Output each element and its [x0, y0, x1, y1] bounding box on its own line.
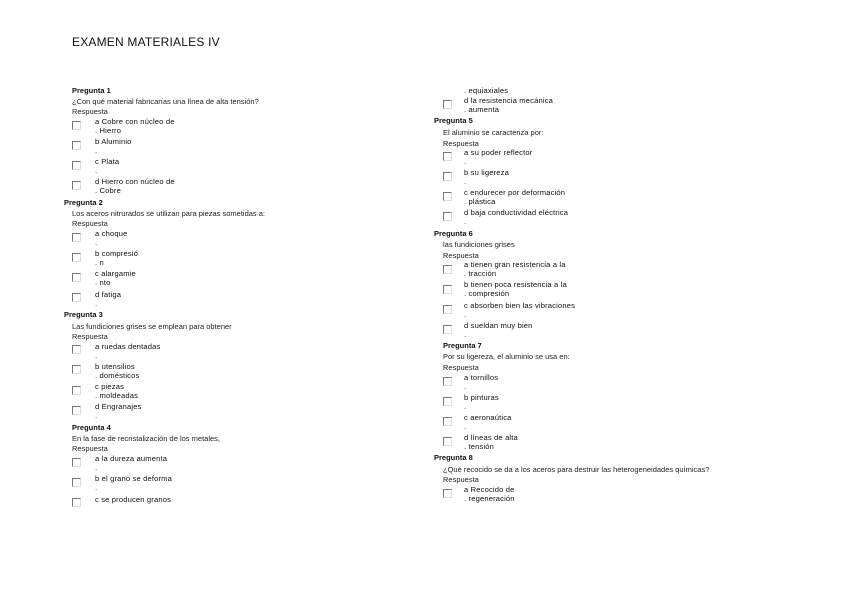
question-3-heading: Pregunta 3	[64, 310, 103, 319]
q2-option-d[interactable]: d fatiga .	[95, 290, 122, 308]
q6-option-c[interactable]: c absorben bien las vibraciones .	[464, 301, 576, 319]
q7-option-a[interactable]: a tornillos .	[464, 373, 499, 391]
q1-option-a-checkbox[interactable]	[72, 121, 81, 130]
q3-option-a-checkbox[interactable]	[72, 345, 81, 354]
question-6-text: las fundiciones grises	[443, 240, 515, 249]
question-2-heading: Pregunta 2	[64, 198, 103, 207]
q1-option-b[interactable]: b Aluminio .	[95, 137, 132, 155]
question-3-text: Las fundiciones grises se emplean para obtener	[72, 322, 232, 331]
question-3-response-label: Respuesta	[72, 332, 108, 341]
question-6-response-label: Respuesta	[443, 251, 479, 260]
q2-option-b-checkbox[interactable]	[72, 253, 81, 262]
q2-option-a[interactable]: a choque .	[95, 229, 128, 247]
q4-option-c[interactable]: c se producen granos	[95, 495, 172, 504]
question-2-text: Los aceros nitrurados se utilizan para piezas sometidas a:	[72, 209, 266, 218]
question-1-heading: Pregunta 1	[72, 86, 111, 95]
q4-option-c-checkbox[interactable]	[72, 498, 81, 507]
q5-option-a[interactable]: a su poder reflector .	[464, 148, 533, 166]
q7-option-b-checkbox[interactable]	[443, 397, 452, 406]
question-4-text: En la fase de recristalización de los metales,	[72, 434, 220, 443]
q6-option-b[interactable]: b tienen poca resistencia a la . compresión	[464, 280, 567, 298]
q6-option-a[interactable]: a tienen gran resistencia a la . tracción	[464, 260, 566, 278]
q4-option-b-checkbox[interactable]	[72, 478, 81, 487]
q3-option-d-checkbox[interactable]	[72, 406, 81, 415]
q5-option-d[interactable]: d baja conductividad eléctrica .	[464, 208, 569, 226]
q4-option-a[interactable]: a la dureza aumenta .	[95, 454, 168, 472]
q4-option-d-checkbox[interactable]	[443, 100, 452, 109]
q1-option-b-checkbox[interactable]	[72, 141, 81, 150]
q2-option-a-checkbox[interactable]	[72, 233, 81, 242]
question-5-text: El aluminio se caracteriza por:	[443, 128, 544, 137]
q7-option-a-checkbox[interactable]	[443, 377, 452, 386]
q3-option-c-checkbox[interactable]	[72, 386, 81, 395]
q1-option-d-checkbox[interactable]	[72, 181, 81, 190]
q5-option-d-checkbox[interactable]	[443, 212, 452, 221]
question-4-response-label: Respuesta	[72, 444, 108, 453]
question-7-text: Por su ligereza, el aluminio se usa en:	[443, 352, 570, 361]
question-8-text: ¿Qué recocido se da a los aceros para destruir las heterogeneidades químicas?	[443, 465, 710, 474]
q3-option-b-checkbox[interactable]	[72, 365, 81, 374]
q5-option-c[interactable]: c endurecer por deformación . plástica	[464, 188, 566, 206]
q7-option-b[interactable]: b pinturas .	[464, 393, 499, 411]
q7-option-c-checkbox[interactable]	[443, 417, 452, 426]
q1-option-d[interactable]: d Hierro con núcleo de . Cobre	[95, 177, 175, 195]
q7-option-c[interactable]: c aeronaútica .	[464, 413, 512, 431]
q4-option-d[interactable]: d la resistencia mecánica . aumenta	[464, 96, 554, 114]
q6-option-b-checkbox[interactable]	[443, 285, 452, 294]
question-7-response-label: Respuesta	[443, 363, 479, 372]
q3-option-d[interactable]: d Engranajes .	[95, 402, 142, 420]
q8-option-a-checkbox[interactable]	[443, 489, 452, 498]
q7-option-d[interactable]: d líneas de alta . tensión	[464, 433, 518, 451]
q5-option-c-checkbox[interactable]	[443, 192, 452, 201]
q5-option-a-checkbox[interactable]	[443, 152, 452, 161]
q6-option-d[interactable]: d sueldan muy bien .	[464, 321, 533, 339]
q5-option-b-checkbox[interactable]	[443, 172, 452, 181]
q1-option-c-checkbox[interactable]	[72, 161, 81, 170]
q8-option-a[interactable]: a Recocido de . regeneración	[464, 485, 515, 503]
q1-option-c[interactable]: c Plata .	[95, 157, 120, 175]
q4-option-b[interactable]: b el grano se deforma .	[95, 474, 173, 492]
question-1-text: ¿Con qué material fabricarías una línea de alta tensión?	[72, 97, 259, 106]
q3-option-a[interactable]: a ruedas dentadas .	[95, 342, 161, 360]
q2-option-c-checkbox[interactable]	[72, 273, 81, 282]
question-2-response-label: Respuesta	[72, 219, 108, 228]
q6-option-d-checkbox[interactable]	[443, 325, 452, 334]
q6-option-a-checkbox[interactable]	[443, 265, 452, 274]
q4-option-c-continuation: . equiaxiales	[464, 86, 509, 95]
q2-option-b[interactable]: b compresió . n	[95, 249, 139, 267]
q5-option-b[interactable]: b su ligereza .	[464, 168, 510, 186]
q7-option-d-checkbox[interactable]	[443, 437, 452, 446]
question-8-response-label: Respuesta	[443, 475, 479, 484]
q2-option-c[interactable]: c alargamie . nto	[95, 269, 136, 287]
q1-option-a[interactable]: a Cobre con núcleo de . Hierro	[95, 117, 175, 135]
question-5-heading: Pregunta 5	[434, 116, 473, 125]
q2-option-d-checkbox[interactable]	[72, 293, 81, 302]
question-4-heading: Pregunta 4	[72, 423, 111, 432]
question-6-heading: Pregunta 6	[434, 229, 473, 238]
question-7-heading: Pregunta 7	[443, 341, 482, 350]
question-5-response-label: Respuesta	[443, 139, 479, 148]
q4-option-a-checkbox[interactable]	[72, 458, 81, 467]
page-title: EXAMEN MATERIALES IV	[72, 35, 220, 49]
q6-option-c-checkbox[interactable]	[443, 305, 452, 314]
question-1-response-label: Respuesta	[72, 107, 108, 116]
q3-option-c[interactable]: c piezas . moldeadas	[95, 382, 139, 400]
q3-option-b[interactable]: b utensilios . domésticos	[95, 362, 140, 380]
question-8-heading: Pregunta 8	[434, 453, 473, 462]
